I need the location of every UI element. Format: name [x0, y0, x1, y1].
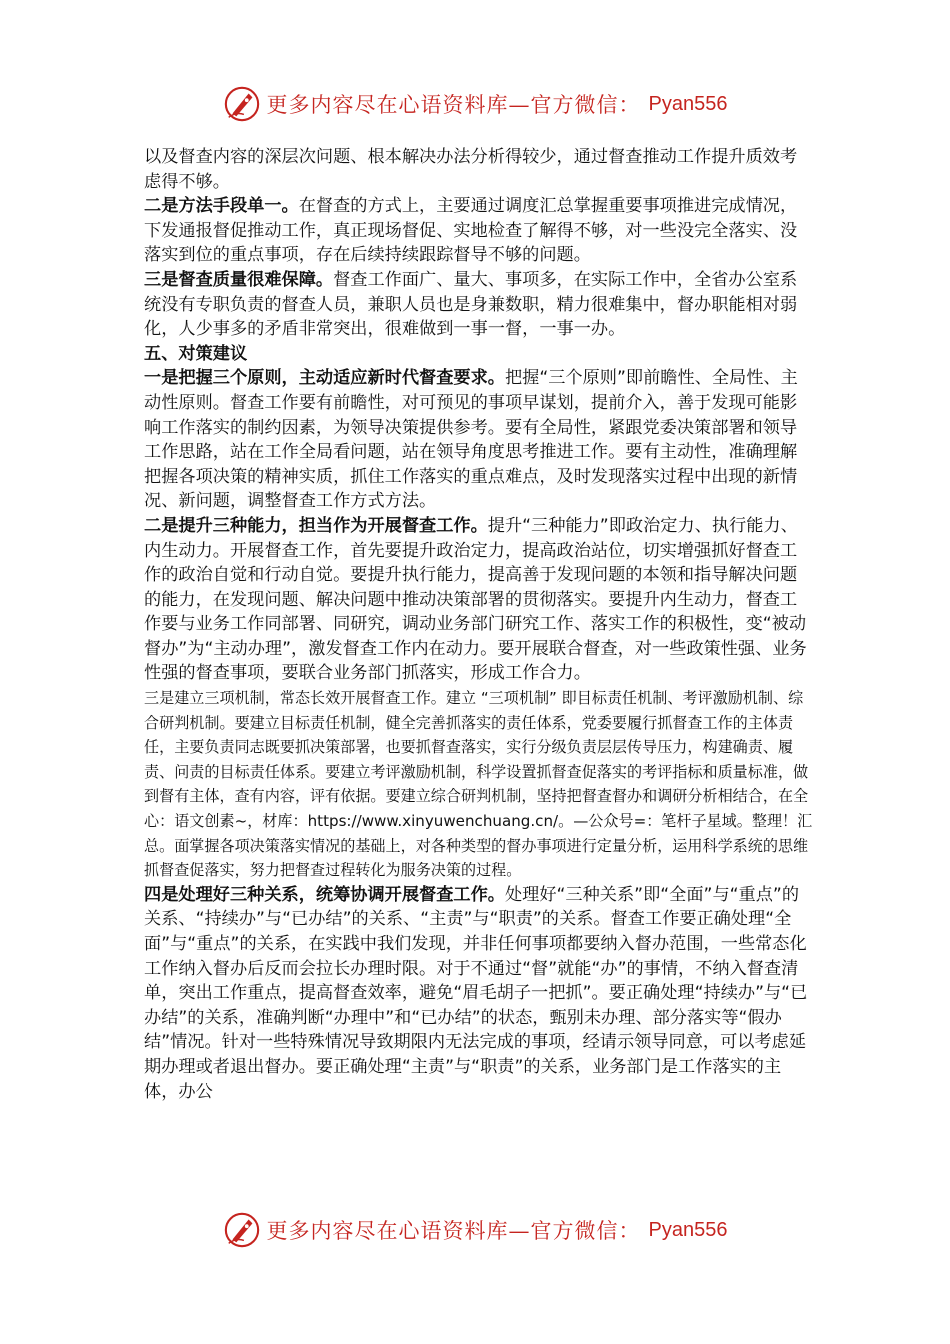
footer-wechat-id: Pyan556: [648, 1218, 728, 1241]
paragraph-lead: 一是把握三个原则，主动适应新时代督查要求。: [144, 368, 505, 389]
paragraph-lead: 二是提升三种能力，担当作为开展督查工作。: [144, 515, 488, 536]
header-banner-text: 更多内容尽在心语资料库—官方微信：: [266, 93, 641, 117]
paragraph-text: 把握“三个原则”即前瞻性、全局性、主动性原则。督查工作要有前瞻性，对可预见的事项早谋划，提前介入，善于发现可能影响工作落实的制约因素，为领导决策提供参考。要有全局性，紧跟党委决策部署和领导工作思路，站在工作全局看问题，站在领导角度思考推进工作。要有主动性，准确理解把握各项决策的精神实质，抓住工作落实的重点难点，及时发现落实过程中出现的新情况、新问题，调整督查工作方式方法。: [144, 368, 798, 512]
paragraph-text: 提升“三种能力”即政治定力、执行能力、内生动力。开展督查工作，首先要提升政治定力，提高政治站位，切实增强抓好督查工作的政治自觉和行动自觉。要提升执行能力，提高善于发现问题的本领和指导解决问题的能力，在发现问题、解决问题中推动决策部署的贯彻落实。要提升内生动力，督查工作要与业务工作同部署、同研究，调动业务部门研究工作、落实工作的积极性，变“被动督办”为“主动办理”，激发督查工作内在动力。要开展联合督查，对一些政策性强、业务性强的督查事项，要联合业务部门抓落实，形成工作合力。: [144, 515, 807, 684]
document-body: [144, 145, 814, 1104]
paragraph-method: [144, 194, 814, 268]
paragraph-abilities: [144, 514, 814, 686]
paragraph-lead: 三是督查质量很难保障。: [144, 269, 334, 290]
pen-nib-logo-icon: [223, 1211, 261, 1249]
paragraph-lead: 二是方法手段单一。: [144, 196, 299, 217]
section-heading: 五、对策建议: [144, 343, 248, 364]
paragraph-continuation: 以及督查内容的深层次问题、根本解决办法分析得较少，通过督查推动工作提升质效考虑得不够。: [144, 147, 798, 192]
paragraph-text: 在督查的方式上，主要通过调度汇总掌握重要事项推进完成情况，下发通报督促推动工作，真正现场督促、实地检查了解得不够，对一些没完全落实、没落实到位的重点事项，存在后续持续跟踪督导不够的问题。: [144, 196, 798, 266]
footer-banner-text: 更多内容尽在心语资料库—官方微信：: [266, 1219, 641, 1243]
paragraph-text: 督查工作面广、量大、事项多，在实际工作中，全省办公室系统没有专职负责的督查人员，兼职人员也是身兼数职，精力很难集中，督办职能相对弱化，人少事多的矛盾非常突出，很难做到一事一督，一事一办。: [144, 269, 798, 340]
pen-nib-logo-icon: [223, 85, 261, 123]
paragraph-principles: [144, 366, 814, 514]
header-banner: [0, 82, 950, 126]
paragraph-lead: 四是处理好三种关系，统筹协调开展督查工作。: [144, 884, 505, 905]
paragraph-mechanisms: 三是建立三项机制，常态长效开展督查工作。建立 “三项机制” 即目标责任机制、考评激励机制、综合研判机制。要建立目标责任机制，健全完善抓落实的责任体系，党委要履行抓督查工作的主体责任，主要负责同志既要抓决策部署，也要抓督查落实，实行分级负责层层传导压力，构建确责、履责、问责的目标责任体系。要建立考评激励机制，科学设置抓督查促落实的考评指标和质量标准，做到督有主体，查有内容，评有依据。要建立综合研判机制，坚持把督查督办和调研分析相结合，在全心：语文创素~，材库：https://www.xinyuwenchuang.cn/。—公众号=：笔杆子星域。整理！汇总。面掌握各项决策落实情况的基础上，对各种类型的督办事项进行定量分析，运用科学系统的思维抓督查促落实，努力把督查过程转化为服务决策的过程。: [144, 689, 813, 880]
header-wechat-id: Pyan556: [648, 92, 728, 115]
paragraph-quality: [144, 268, 814, 342]
footer-banner: [0, 1208, 950, 1252]
paragraph-text: 处理好“三种关系”即“全面”与“重点”的关系、“持续办”与“已办结”的关系、“主责”与“职责”的关系。督查工作要正确处理“全面”与“重点”的关系，在实践中我们发现，并非任何事项都要纳入督办范围，一些常态化工作纳入督办后反而会拉长办理时限。对于不通过“督”就能“办”的事情，不纳入督查清单，突出工作重点，提高督查效率，避免“眉毛胡子一把抓”。要正确处理“持续办”与“已办结”的关系，准确判断“办理中”和“已办结”的状态，甄别未办理、部分落实等“假办结”情况。针对一些特殊情况导致期限内无法完成的事项，经请示领导同意，可以考虑延期办理或者退出督办。要正确处理“主责”与“职责”的关系，业务部门是工作落实的主体，办公: [144, 884, 808, 1102]
paragraph-relations: [144, 883, 814, 1104]
